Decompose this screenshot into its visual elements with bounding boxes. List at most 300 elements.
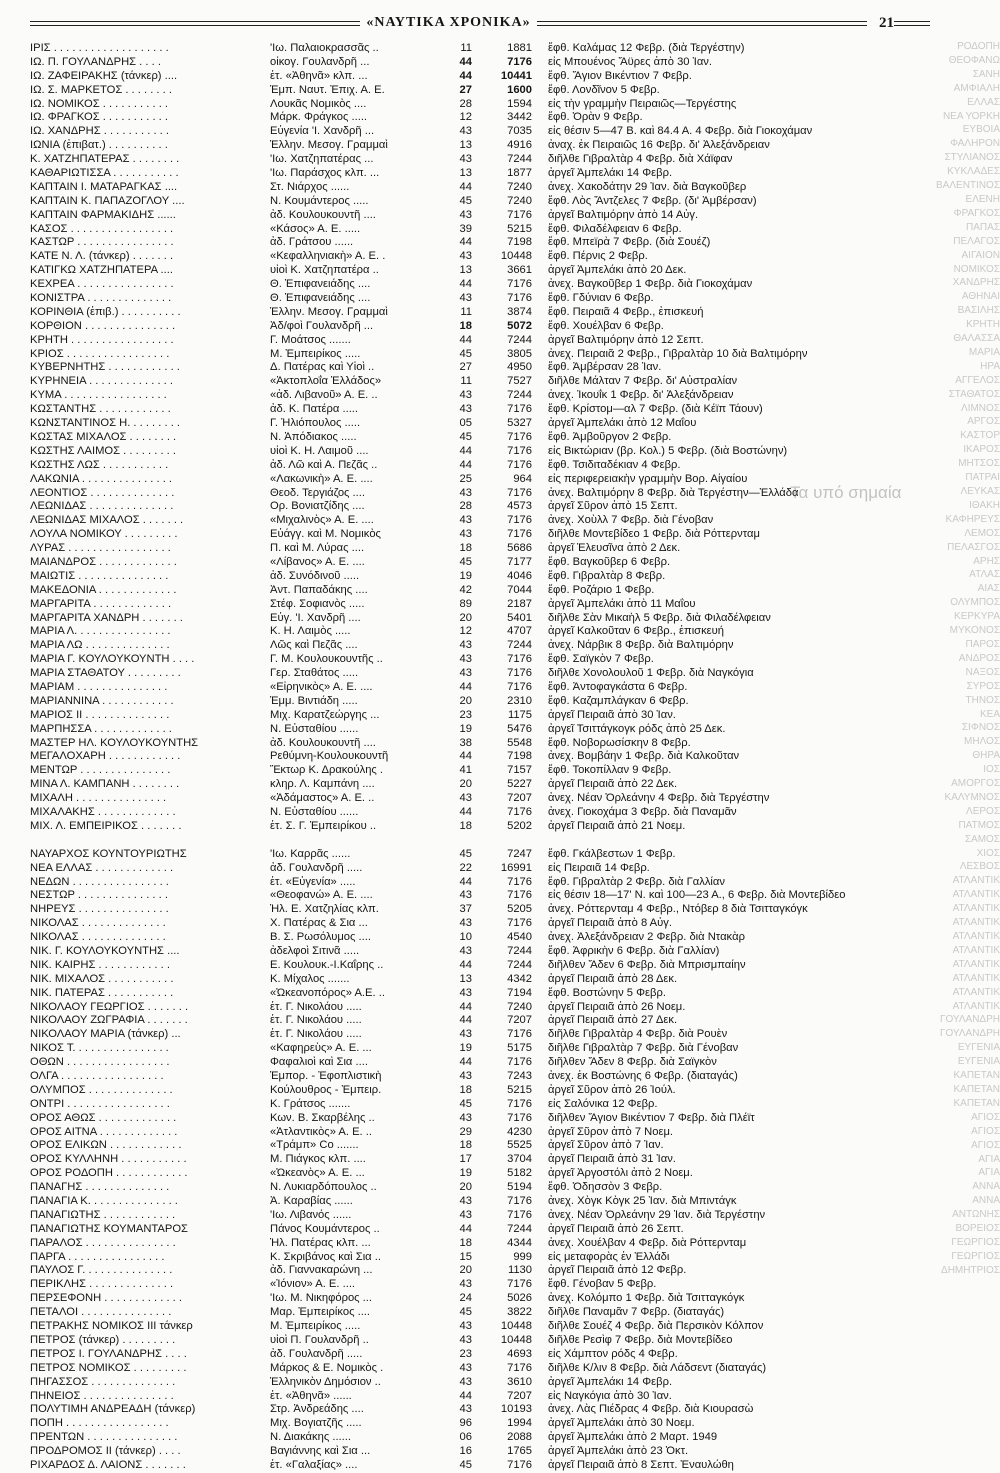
- voyage-status: ἀργεῖ Ἀμπελάκι ἀπὸ 20 Δεκ.: [548, 264, 687, 277]
- owner: υἱοὶ Π. Γουλανδρῆ ..: [270, 1333, 369, 1346]
- table-row: [30, 584, 900, 598]
- voyage-status: ἔφθ. Γένοβαν 5 Φεβρ.: [548, 1278, 657, 1291]
- voyage-status: εἰς Βικτώριαν (βρ. Κολ.) 5 Φεβρ. (διὰ Βοστώνην): [548, 444, 788, 457]
- bleed-through-line: ΕΛΕΝΗ: [965, 193, 1000, 205]
- ship-name: ΝΗΡΕΥΣ . . . . . . . . . . . . . . .: [30, 903, 169, 916]
- tonnage: 5548: [507, 736, 532, 749]
- tonnage: 4344: [507, 1236, 532, 1249]
- bleed-through-line: ΘΕΟΦΑΝΩ: [948, 54, 1000, 66]
- owner: Ν. Εὐσταθίου ......: [270, 805, 359, 818]
- table-row: [30, 764, 900, 778]
- owner: ἀδελφοὶ Σιτινᾶ .....: [270, 945, 360, 957]
- voyage-status: ἀνεχ. Ρόττερνταμ 4 Φεβρ., Ντόβερ 8 διὰ Τσιτταγκόγκ: [548, 903, 808, 916]
- table-row: [30, 1014, 900, 1028]
- voyage-status: εἰς περιφερειακὴν γραμμὴν Βορ. Αἰγαίου: [548, 472, 748, 485]
- flag-code: 44: [459, 333, 472, 346]
- bleed-through-line: ΡΟΔΟΠΗ: [957, 41, 1000, 52]
- owner: Ἑλλην. Μεσογ. Γραμμαὶ: [270, 139, 388, 152]
- tonnage: 5215: [507, 1083, 532, 1096]
- page-header: [30, 12, 930, 34]
- table-row: [30, 1209, 900, 1223]
- ship-name: ΠΕΤΡΟΣ ΝΟΜΙΚΟΣ . . . . . . . . .: [30, 1361, 187, 1374]
- tonnage: 1175: [507, 708, 532, 721]
- owner: Π. καὶ Μ. Λύρας ....: [270, 542, 365, 555]
- table-row: [30, 292, 900, 306]
- ship-name: ΠΡΕΝΤΩΝ . . . . . . . . . . . . . . .: [30, 1431, 178, 1444]
- ship-name: ΚΡΙΟΣ . . . . . . . . . . . . . . . . .: [30, 347, 170, 360]
- tonnage: 5202: [507, 819, 532, 832]
- owner: Βαγιάννης καὶ Σια ...: [270, 1445, 371, 1458]
- flag-code: 43: [459, 653, 472, 666]
- table-row: [30, 667, 900, 681]
- tonnage: 7176: [507, 1208, 532, 1221]
- owner: Ἐμπορ. - Ἐφοπλιστικὴ: [270, 1070, 382, 1083]
- bleed-through-line: ΙΘΑΚΗ: [969, 499, 1000, 511]
- bleed-through-line: ΑΤΛΑΝΤΙΚ: [952, 903, 1000, 915]
- ship-name: ΜΙΝΑ Λ. ΚΑΜΠΑΝΗ . . . . . . . .: [30, 778, 180, 791]
- table-row: [30, 862, 900, 876]
- owner: Εὐγ. 'Ι. Χανδρῆ ....: [270, 611, 361, 624]
- tonnage: 7244: [507, 153, 532, 166]
- bleed-through-title: Τα υπό σημαία: [790, 483, 902, 502]
- flag-code: 19: [459, 722, 472, 735]
- voyage-status: ἔφθ. Γκάλβεστων 1 Φεβρ.: [548, 847, 676, 860]
- flag-code: 43: [459, 639, 472, 652]
- table-row: [30, 125, 900, 139]
- flag-code: 44: [459, 69, 472, 82]
- tonnage: 4950: [507, 361, 532, 374]
- ship-name: ΜΑΡΙΑ ΣΤΑΘΑΤΟΥ . . . . . . . . .: [30, 667, 181, 680]
- table-row: [30, 375, 900, 389]
- tonnage: 4230: [507, 1125, 532, 1138]
- table-row: [30, 320, 900, 334]
- ship-name: ΜΙΧΑΛΑΚΗΣ . . . . . . . . . . . . .: [30, 805, 176, 818]
- bleed-through-line: ΦΑΛΗΡΟΝ: [950, 138, 1000, 150]
- owner: Φαφαλιοὶ καὶ Σια ....: [270, 1056, 368, 1069]
- table-row: [30, 931, 900, 945]
- voyage-status: διῆλθε Σουέζ 4 Φεβρ. διὰ Περσικὸν Κόλπον: [548, 1320, 764, 1333]
- owner: «Κεφαλληνιακὴ» Α. Ε. .: [270, 250, 386, 263]
- tonnage: 7240: [507, 194, 532, 207]
- owner: Κ. Μίχαλος .......: [270, 972, 350, 985]
- tonnage: 7176: [507, 403, 532, 416]
- owner: 'Ιω. Παράσχος κλπ. ...: [270, 167, 380, 180]
- tonnage: 7244: [507, 389, 532, 402]
- table-row: [30, 1320, 900, 1334]
- table-row: [30, 403, 900, 417]
- header-rule-end: [894, 21, 930, 26]
- owner: Ε. Κουλουκ.-Ι.Καΐρης ..: [270, 958, 384, 971]
- tonnage: 7176: [507, 889, 532, 902]
- flag-code: 18: [459, 319, 472, 332]
- tonnage: 3822: [507, 1306, 532, 1319]
- flag-code: 19: [459, 1042, 472, 1055]
- ship-name: ΟΡΟΣ ΑΙΤΝΑ . . . . . . . . . . . . .: [30, 1125, 178, 1138]
- flag-code: 13: [459, 264, 472, 277]
- owner: Β. Σ. Ρωσόλυμος ....: [270, 931, 371, 944]
- voyage-status: ἀνεχ. Νέαν Ὀρλεάνην 29 Ἰαν. διὰ Τεργέστην: [548, 1208, 766, 1221]
- ship-name: ΜΙΧ. Λ. ΕΜΠΕΙΡΙΚΟΣ . . . . . . .: [30, 819, 182, 832]
- flag-code: 43: [459, 1195, 472, 1208]
- voyage-status: ἔφθ. Κρίστομ—αλ 7 Φεβρ. (διὰ Κέϊπ Τάουν): [548, 403, 763, 416]
- ship-name: ΜΕΓΑΛΟΧΑΡΗ . . . . . . . . . . . .: [30, 750, 181, 763]
- bleed-through-line: ΑΝΔΡΟΣ: [958, 652, 1000, 664]
- owner: «Καφηρεὺς» Α. Ε. ...: [270, 1042, 372, 1055]
- table-row: [30, 500, 900, 514]
- ship-name: ΝΕΔΩΝ . . . . . . . . . . . . . . . .: [30, 875, 169, 888]
- voyage-status: διῆλθε Μάλταν 7 Φεβρ. δι' Αὐστραλίαν: [548, 375, 738, 388]
- bleed-through-line: ΓΟΥΛΑΝΔΡΗ: [939, 1028, 1000, 1040]
- table-row: [30, 987, 900, 1001]
- tonnage: 7176: [507, 1097, 532, 1110]
- owner: Ν. Διακάκης ......: [270, 1431, 351, 1444]
- voyage-status: ἀργεῖ Βαλτιμόρην ἀπὸ 12 Σεπτ.: [548, 333, 704, 346]
- table-row: [30, 570, 900, 584]
- voyage-status: εἰς μεταφορὰς ἐν Ἑλλάδι: [548, 1250, 670, 1263]
- ship-name: ΠΕΡΣΕΦΟΝΗ . . . . . . . . . . . . .: [30, 1292, 182, 1305]
- flag-code: 43: [459, 945, 472, 957]
- tonnage: 10448: [500, 1320, 532, 1333]
- table-row: [30, 473, 900, 487]
- tonnage: 5525: [507, 1139, 532, 1152]
- owner: ἀδ. Γουλανδρῆ .....: [270, 1347, 363, 1360]
- tonnage: 4707: [507, 625, 532, 638]
- table-row: [30, 445, 900, 459]
- owner: Στ. Νιάρχος ......: [270, 180, 350, 193]
- table-row: [30, 1195, 900, 1209]
- ship-name: ΠΕΤΑΛΟΙ . . . . . . . . . . . . . . .: [30, 1306, 172, 1319]
- table-row: [30, 1223, 900, 1237]
- tonnage: 7176: [507, 292, 532, 305]
- flag-code: 18: [459, 1139, 472, 1152]
- tonnage: 3442: [507, 111, 532, 124]
- table-row: [30, 139, 900, 153]
- bleed-through-line: ΑΓΙΑ: [978, 1167, 1000, 1179]
- tonnage: 1765: [507, 1445, 532, 1458]
- ship-name: ΜΑΙΑΝΔΡΟΣ . . . . . . . . . . . . .: [30, 555, 177, 568]
- tonnage: 5327: [507, 417, 532, 430]
- flag-code: 24: [459, 1292, 472, 1305]
- bleed-through-line: ΑΙΑΣ: [977, 583, 1000, 595]
- owner: ἀδ. Κουλουκουντῆ ....: [270, 736, 376, 749]
- ship-name: ΝΙΚΟΛΑΟΥ ΜΑΡΙΑ (τάνκερ) ...: [30, 1028, 181, 1041]
- voyage-status: ἔφθ. Βοστώνην 5 Φεβρ.: [548, 986, 666, 999]
- table-row: [30, 1001, 900, 1015]
- table-row: [30, 1459, 900, 1473]
- voyage-status: ἀναχ. ἐκ Πειραιῶς 16 Φεβρ. δι' Ἀλεξάνδρειαν: [548, 139, 770, 152]
- bleed-through-line: ΧΙΟΣ: [976, 847, 1000, 859]
- owner: 'Ιω. Παλαιοκρασσᾶς ..: [270, 42, 379, 54]
- bleed-through-line: ΝΟΜΙΚΟΣ: [953, 263, 1000, 275]
- owner: Γ. Ἠλιόπουλος .....: [270, 417, 361, 430]
- flag-code: 28: [459, 97, 472, 110]
- table-row: [30, 1403, 900, 1417]
- ship-name: ΟΡΟΣ ΡΟΔΟΠΗ . . . . . . . . . . . .: [30, 1167, 188, 1180]
- table-row: [30, 389, 900, 403]
- table-row: [30, 514, 900, 528]
- tonnage: 7176: [507, 1111, 532, 1124]
- voyage-status: ἀργεῖ Πειραιᾶ ἀπὸ 26 Σεπτ.: [548, 1222, 684, 1235]
- owner: ἑτ. Γ. Νικολάου .....: [270, 1000, 362, 1013]
- tonnage: 964: [513, 472, 532, 485]
- ship-name: ΠΑΝΑΓΙΑ Κ. . . . . . . . . . . . . . .: [30, 1195, 178, 1208]
- owner: υἱοὶ Κ. Χατζηπατέρα ..: [270, 264, 379, 277]
- owner: Κούλουθρος - Ἐμπειρ.: [270, 1083, 382, 1096]
- flag-code: 45: [459, 555, 472, 568]
- ship-name: ΟΛΓΑ . . . . . . . . . . . . . . . . .: [30, 1070, 164, 1083]
- owner: ἑτ. «Ἀθηνᾶ» ......: [270, 1389, 352, 1402]
- voyage-status: ἔφθ. Νοβορωσίσκην 8 Φεβρ.: [548, 736, 691, 749]
- table-row: [30, 1390, 900, 1404]
- flag-code: 20: [459, 611, 472, 624]
- flag-code: 43: [459, 1208, 472, 1221]
- owner: Κ. Σκριβάνος καὶ Σια ..: [270, 1250, 381, 1263]
- owner: ἑτ. Γ. Νικολάου .....: [270, 1014, 362, 1027]
- bleed-through-line: ΒΑΣΙΛΗΣ: [957, 305, 1000, 317]
- voyage-status: ἔφθ. Ἀφρικὴν 6 Φεβρ. διὰ Γαλλίαν): [548, 945, 720, 957]
- tonnage: 7176: [507, 1361, 532, 1374]
- owner: Ἡλ. Πατέρας κλπ. ...: [270, 1236, 371, 1249]
- ship-name: ΚΑΤΙΓΚΩ ΧΑΤΖΗΠΑΤΕΡΑ ....: [30, 264, 173, 277]
- table-row: [30, 653, 900, 667]
- bleed-through-line: ΣΥΡΟΣ: [966, 680, 1000, 692]
- flag-code: 43: [459, 1320, 472, 1333]
- bleed-through-line: ΣΑΝΗ: [972, 68, 1000, 80]
- table-row: [30, 556, 900, 570]
- bleed-through-line: ΘΗΡΑ: [972, 750, 1000, 762]
- voyage-status: ἔφθ. Πειραιᾶ 4 Φεβρ., ἐπισκευή: [548, 305, 704, 318]
- ship-name: ΚΑΤΕ Ν. Λ. (τάνκερ) . . . . . . .: [30, 250, 174, 263]
- owner: Ἐμμ. Βιντιάδη .....: [270, 694, 358, 707]
- ship-name: ΜΑΡΙΟΣ ΙΙ . . . . . . . . . . . . . .: [30, 708, 170, 721]
- flag-code: 20: [459, 694, 472, 707]
- voyage-status: ἀνεχ. Νάρβικ 8 Φεβρ. διὰ Βαλτιμόρην: [548, 639, 734, 652]
- table-row: [30, 195, 900, 209]
- ship-name: ΜΑΡΠΗΣΣΑ . . . . . . . . . . . . .: [30, 722, 172, 735]
- tonnage: 2088: [507, 1431, 532, 1444]
- table-row: [30, 1112, 900, 1126]
- owner: 'Ιω. Καρρᾶς ......: [270, 847, 351, 860]
- table-row: [30, 278, 900, 292]
- table-row: [30, 236, 900, 250]
- voyage-status: διῆλθε Γιβραλτὰρ 7 Φεβρ. διὰ Γένοβαν: [548, 1042, 739, 1055]
- bleed-through-line: ΜΗΤΣΟΣ: [958, 458, 1000, 470]
- flag-code: 15: [459, 1250, 472, 1263]
- table-row: [30, 1167, 900, 1181]
- table-row: [30, 1292, 900, 1306]
- table-row: [30, 709, 900, 723]
- bleed-through-line: ΑΤΛΑΝΤΙΚ: [952, 1000, 1000, 1012]
- bleed-through-line: ΣΑΜΟΣ: [964, 833, 1000, 845]
- table-row: [30, 750, 900, 764]
- tonnage: 7044: [507, 583, 532, 596]
- owner: «Τράμπ» Co .......: [270, 1139, 359, 1152]
- voyage-status: εἰς Χάμπτον ρόδς 4 Φεβρ.: [548, 1347, 678, 1360]
- ship-name: ΚΑΠΤΑΙΝ ΦΑΡΜΑΚΙΔΗΣ ......: [30, 208, 176, 221]
- table-row: [30, 528, 900, 542]
- voyage-status: ἀργεῖ Ἀμπελάκι 14 Φεβρ.: [548, 167, 673, 180]
- voyage-status: ἔφθ. Γιβραλτὰρ 8 Φεβρ.: [548, 569, 666, 582]
- table-row: [30, 42, 900, 56]
- table-row: [30, 876, 900, 890]
- tonnage: 7244: [507, 958, 532, 971]
- ship-name: ΚΩΣΤΑΣ ΜΙΧΑΛΟΣ . . . . . . . .: [30, 430, 177, 443]
- table-row: [30, 612, 900, 626]
- flag-code: 44: [459, 680, 472, 693]
- tonnage: 7247: [507, 847, 532, 860]
- voyage-status: ἔφθ. Λονδῖνον 5 Φεβρ.: [548, 83, 660, 96]
- voyage-status: ἀνεχ. Λὰς Πιέδρας 4 Φεβρ. διὰ Κιουρασὼ: [548, 1403, 754, 1416]
- tonnage: 10441: [500, 69, 532, 82]
- tonnage: 7157: [507, 764, 532, 777]
- voyage-status: εἰς Πειραιᾶ 14 Φεβρ.: [548, 861, 650, 874]
- owner: ἀδ. Γιαννακαρώνη ...: [270, 1264, 373, 1277]
- tonnage: 7035: [507, 125, 532, 138]
- table-row: [30, 1251, 900, 1265]
- table-row: [30, 1098, 900, 1112]
- table-row: [30, 1264, 900, 1278]
- flag-code: 25: [459, 472, 472, 485]
- voyage-status: εἰς θέσιν 18—17' Ν. καὶ 100—23 Α., 6 Φεβρ. διὰ Μοντεβίδεο: [548, 889, 846, 902]
- bleed-through-line: ΑΤΛΑΣ: [969, 569, 1000, 581]
- flag-code: 44: [459, 236, 472, 249]
- flag-code: 27: [459, 361, 472, 374]
- bleed-through-line: ΑΤΛΑΝΤΙΚ: [952, 931, 1000, 942]
- tonnage: 5227: [507, 778, 532, 791]
- table-row: [30, 84, 900, 98]
- voyage-status: εἰς Μπουένος Ἄϋρες ἀπὸ 30 Ἰαν.: [548, 55, 713, 68]
- voyage-status: ἀργεῖ Ἀμπελάκι ἀπὸ 2 Μαρτ. 1949: [548, 1431, 718, 1444]
- ship-name: ΟΡΟΣ ΕΛΙΚΩΝ . . . . . . . . . . . .: [30, 1139, 182, 1152]
- bleed-through-line: ΚΑΛΥΜΝΟΣ: [944, 791, 1000, 803]
- bleed-through-line: ΑΡΗΣ: [973, 555, 1000, 567]
- bleed-through-line: ΚΥΚΛΑΔΕΣ: [947, 166, 1000, 178]
- voyage-status: διῆλθε Σὰν Μικαὴλ 5 Φεβρ. διὰ Φιλαδέλφειαν: [548, 611, 771, 624]
- voyage-status: ἔφθ. Ὀδησσὸν 3 Φεβρ.: [548, 1181, 663, 1194]
- ship-name: ΚΕΧΡΕΑ . . . . . . . . . . . . . . . .: [30, 278, 174, 291]
- table-row: [30, 959, 900, 973]
- owner: Ν. Κουμάντερος .....: [270, 194, 369, 207]
- owner: «Θεοφανώ» Α. Ε. ....: [270, 889, 373, 902]
- flag-code: 43: [459, 389, 472, 402]
- tonnage: 999: [513, 1250, 532, 1263]
- ship-name: ΚΥΜΑ . . . . . . . . . . . . . . . . .: [30, 389, 167, 402]
- bleed-through-line: ΑΙΓΑΙΟΝ: [961, 249, 1000, 261]
- flag-code: 43: [459, 514, 472, 527]
- voyage-status: ἀργεῖ Ἀργοστόλι ἀπὸ 2 Νοεμ.: [548, 1167, 693, 1180]
- table-row: [30, 778, 900, 792]
- flag-code: 18: [459, 1236, 472, 1249]
- table-row: [30, 848, 900, 862]
- tonnage: 7176: [507, 1458, 532, 1471]
- table-row: [30, 1417, 900, 1431]
- voyage-status: εἰς Ναγκόγια ἀπὸ 30 Ἰαν.: [548, 1389, 672, 1402]
- voyage-status: ἔφθ. Ἅγιον Βικέντιον 7 Φεβρ.: [548, 69, 692, 82]
- voyage-status: ἔφθ. Ἀμβοῦργον 2 Φεβρ.: [548, 430, 672, 443]
- owner: Ν. Εὐσταθίου ......: [270, 722, 359, 735]
- bleed-through-line: ΠΑΡΟΣ: [965, 638, 1000, 650]
- ship-name: ΚΟΡΙΝΘΙΑ (ἐπιβ.) . . . . . . . . . .: [30, 305, 181, 318]
- owner: Μ. Ἐμπειρίκος .....: [270, 347, 361, 360]
- flag-code: 45: [459, 1458, 472, 1471]
- voyage-status: ἀργεῖ Πειραιᾶ ἀπὸ 26 Νοεμ.: [548, 1000, 686, 1013]
- ship-name: ΠΟΛΥΤΙΜΗ ΑΝΔΡΕΑΔΗ (τάνκερ): [30, 1403, 196, 1416]
- tonnage: 5194: [507, 1181, 532, 1194]
- owner: ἀδ. Λῶ καὶ Α. Πεζᾶς ..: [270, 458, 378, 471]
- owner: Στρ. Ἀνδρεάδης ....: [270, 1403, 364, 1416]
- voyage-status: ἀργεῖ Πειραιᾶ ἀπὸ 21 Νοεμ.: [548, 819, 686, 832]
- table-row: [30, 625, 900, 639]
- tonnage: 7176: [507, 486, 532, 499]
- voyage-status: ἀργεῖ Πειραιᾶ ἀπὸ 28 Δεκ.: [548, 972, 678, 985]
- tonnage: 5476: [507, 722, 532, 735]
- table-row: [30, 903, 900, 917]
- table-row: [30, 70, 900, 84]
- ship-name: ΜΕΝΤΩΡ . . . . . . . . . . . . . . .: [30, 764, 171, 777]
- voyage-status: ἔφθ. Μπεϊρὰ 7 Φεβρ. (διὰ Σουέζ): [548, 236, 711, 249]
- ship-name: ΠΗΓΑΣΣΟΣ . . . . . . . . . . . . . .: [30, 1375, 176, 1388]
- tonnage: 7207: [507, 792, 532, 805]
- bleed-through-line: ΚΑΠΕΤΑΝ: [953, 1070, 1000, 1082]
- tonnage: 7176: [507, 458, 532, 471]
- flag-code: 44: [459, 1389, 472, 1402]
- tonnage: 7176: [507, 430, 532, 443]
- flag-code: 10: [459, 931, 472, 944]
- bleed-through-line: ΛΕΥΚΑΣ: [960, 486, 1000, 497]
- voyage-status: ἀργεῖ Ἀμπελάκι ἀπὸ 23 Ὀκτ.: [548, 1445, 689, 1458]
- voyage-status: ἀργεῖ Καλκοῦταν 6 Φεβρ., ἐπισκευή: [548, 625, 725, 638]
- tonnage: 7198: [507, 236, 532, 249]
- flag-code: 11: [460, 42, 472, 54]
- flag-code: 29: [459, 1125, 472, 1138]
- flag-code: 43: [459, 1070, 472, 1083]
- bleed-through-line: ΕΥΓΕΝΙΑ: [957, 1042, 1000, 1054]
- ship-name: ΜΑΡΓΑΡΙΤΑ . . . . . . . . . . . . .: [30, 597, 172, 610]
- flag-code: 43: [459, 250, 472, 263]
- flag-code: 17: [459, 1153, 472, 1166]
- flag-code: 43: [459, 792, 472, 805]
- owner: 'Ιω. Μ. Νικηφόρος ...: [270, 1292, 372, 1305]
- voyage-status: διῆλθε Μοντεβίδεο 1 Φεβρ. διὰ Ρόττερνταμ: [548, 528, 760, 541]
- voyage-status: ἔφθ. Πέρνις 2 Φεβρ.: [548, 250, 648, 263]
- ship-name: ΚΥΡΗΝΕΙΑ . . . . . . . . . . . . . .: [30, 375, 173, 388]
- table-row: [30, 1431, 900, 1445]
- voyage-status: ἔφθ. Καλάμας 12 Φεβρ. (διὰ Τεργέστην): [548, 42, 745, 54]
- bleed-through-line: ΜΥΚΟΝΟΣ: [949, 625, 1000, 637]
- table-row: [30, 1028, 900, 1042]
- ship-name: ΝΑΥΑΡΧΟΣ ΚΟΥΝΤΟΥΡΙΩΤΗΣ: [30, 847, 187, 860]
- owner: κληρ. Λ. Καμπάνη ....: [270, 778, 375, 791]
- tonnage: 4540: [507, 931, 532, 944]
- voyage-status: ἔφθ. Βαγκοῦβερ 6 Φεβρ.: [548, 555, 671, 568]
- voyage-status: ἀργεῖ Πειραιᾶ ἀπὸ 27 Δεκ.: [548, 1014, 678, 1027]
- voyage-status: ἀργεῖ Σῦρον ἀπὸ 7 Νοεμ.: [548, 1125, 674, 1138]
- owner: υἱοὶ Κ. Η. Λαιμοῦ ....: [270, 444, 369, 457]
- owner: Ἀντ. Παπαδάκης ....: [270, 583, 368, 596]
- ship-name: ΚΑΣΤΩΡ . . . . . . . . . . . . . . . .: [30, 236, 174, 249]
- ship-name: ΠΑΝΑΓΙΩΤΗΣ . . . . . . . . . . . .: [30, 1208, 176, 1221]
- bleed-through-line: ΑΝΤΩΝΗΣ: [952, 1209, 1000, 1221]
- tonnage: 5175: [507, 1042, 532, 1055]
- ship-name: ΝΙΚΟΛΑΣ . . . . . . . . . . . . . .: [30, 931, 166, 944]
- tonnage: 10193: [500, 1403, 532, 1416]
- owner: ἀδ. Γράτσου ......: [270, 236, 354, 249]
- ship-name: ΜΑΡΙΑ ΛΩ . . . . . . . . . . . . . .: [30, 639, 170, 652]
- header-rule-left: [30, 21, 360, 26]
- ship-name: ΠΑΥΛΟΣ Γ. . . . . . . . . . . . . . .: [30, 1264, 173, 1277]
- bleed-through-line: ΠΕΛΑΓΟΣ: [953, 235, 1000, 247]
- table-row: [30, 723, 900, 737]
